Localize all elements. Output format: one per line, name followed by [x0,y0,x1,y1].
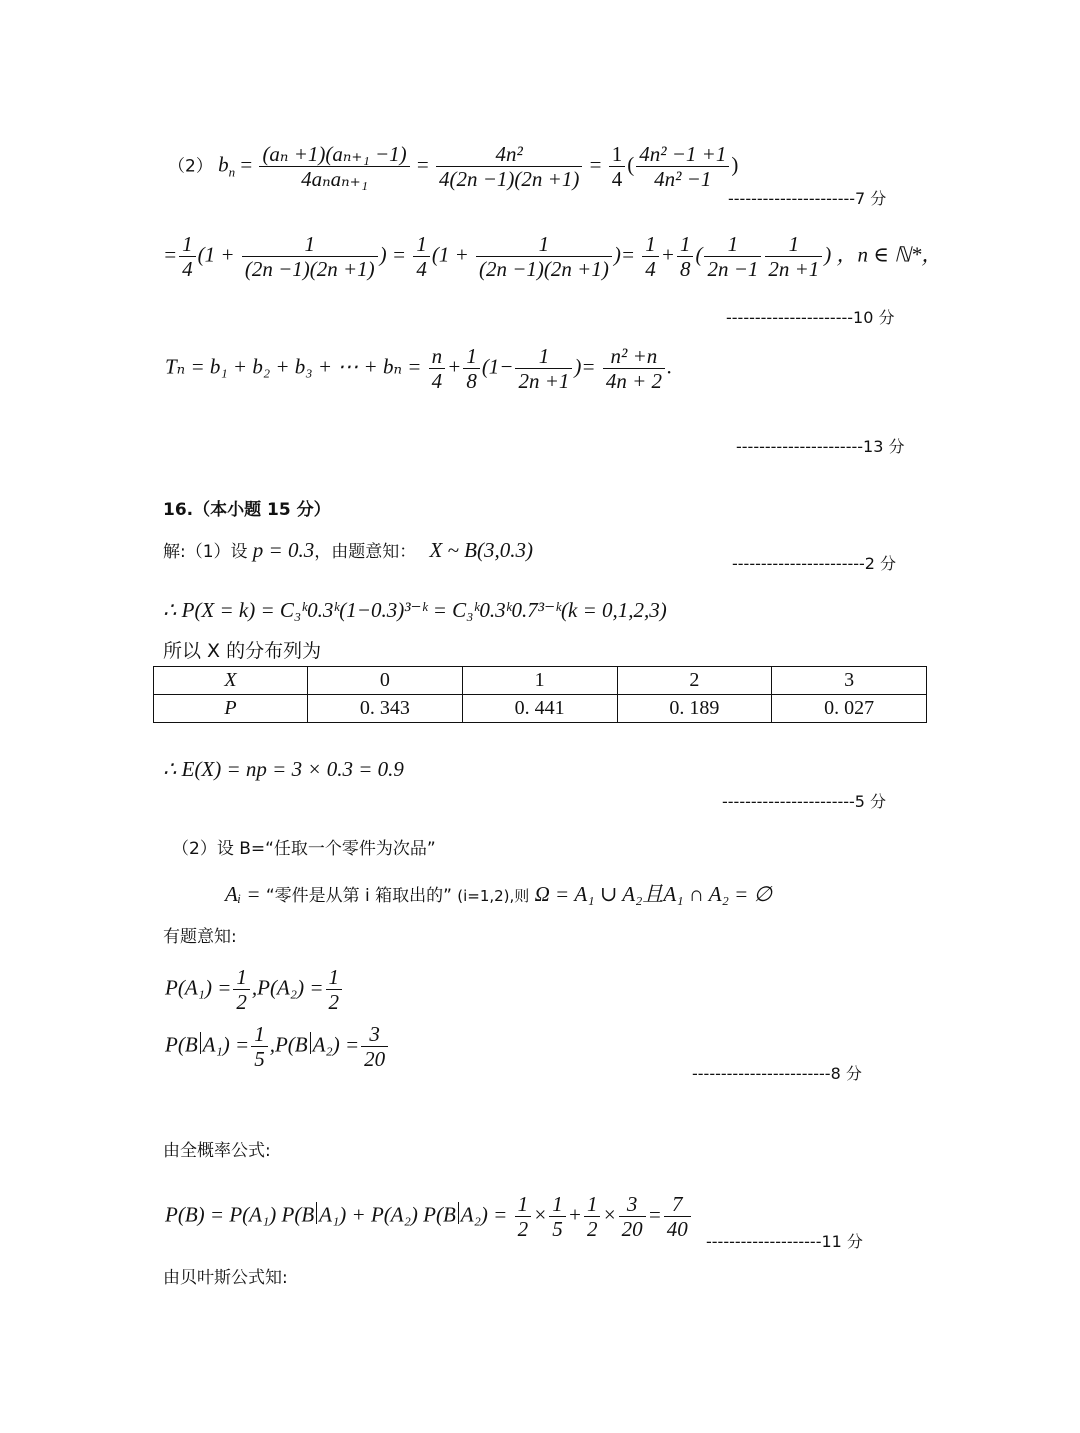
table-row: X 0 1 2 3 [154,667,927,695]
fraction: $\frac{1}{2}$ [326,965,343,1014]
fraction: $\frac{1}{8}$ [463,344,480,393]
fraction: $\frac{3}{20}$ [361,1022,388,1071]
score-5: -----------------------5 分 [722,792,887,811]
fraction: $\frac{1}{2n +1}$ [765,232,822,281]
fraction: $\frac{1}{(2n -1)(2n +1)}$ [476,232,612,281]
bn-tail: ，n ∈ ℕ*， [836,242,943,267]
fraction: $\frac{1}{4}$ [179,232,196,281]
fraction: $\frac{1}{8}$ [677,232,694,281]
fraction: $\frac{\text{4n²}}{4(2n -1)(2n +1)}$ [436,142,582,191]
total-probability-formula: P(B) = P(A₁) P(B A₁) + P(A₂) P(B A₂) = $\frac{1}{2}$ × $\frac{1}{5}$ + $\frac{1}{2}$ × $\frac{3}{20}$ = $\frac{7}{40}$ [165,1192,693,1241]
condition-bar [310,1032,311,1054]
fraction: $\frac{1}{4}$ [413,232,430,281]
fraction: $\frac{n}{4}$ [429,344,446,393]
fraction: $\frac{\text{4n² −1 +1}}{\text{4n² −1}}$ [636,142,729,191]
condition-bar [458,1202,459,1224]
condition-bar [200,1032,201,1054]
p-equation: p = 0.3 [252,538,315,562]
score-13: ----------------------13 分 [736,437,905,456]
fraction: $\frac{1}{4}$ [642,232,659,281]
fraction: $\frac{7}{40}$ [664,1192,691,1241]
fraction: $\frac{1}{5}$ [251,1022,268,1071]
pmf-formula: ∴ P(X = k) = C₃ᵏ0.3ᵏ(1−0.3)³⁻ᵏ = C₃ᵏ0.3ᵏ0.7³⁻ᵏ(k = 0,1,2,3) [163,598,667,622]
fraction: $\frac{\text{n² +n}}{4n + 2}$ [603,344,665,393]
fraction: $\frac{1}{2}$ [515,1192,532,1241]
fraction: $\frac{\text{(aₙ +1)(aₙ₊₁ −1)}}{\text{4aₙaₙ₊₁}}$ [259,142,409,191]
score-10: ----------------------10 分 [726,308,895,327]
table-row: P 0. 343 0. 441 0. 189 0. 027 [154,695,927,723]
bn-line-1: （2） $b_n$ = $\frac{\text{(aₙ +1)(aₙ₊₁ −1)}}{\text{4aₙaₙ₊₁}}$ = $\frac{\text{4n²}}{4(2n -1)(2n +1)}$ = $\frac{1}{4}$ ( $\frac{\text{4n² −1 +1}}{\text{4n² −1}}$ ) [168,142,739,192]
condition-bar [316,1202,317,1224]
tn-lhs: Tₙ = b₁ + b₂ + b₃ + ⋯ + bₙ = [165,354,422,379]
pa-values: P(A₁) = $\frac{1}{2}$ ,P(A₂) = $\frac{1}{2}$ [165,965,344,1014]
score-8: ------------------------8 分 [692,1064,862,1083]
bn-lhs: b [218,152,229,177]
q16-solution-line: 解:（1）设 p = 0.3，由题意知： X ~ B(3,0.3) [163,538,533,562]
bayes-label: 由贝叶斯公式知: [163,1268,288,1288]
fraction: $\frac{1}{2}$ [233,965,250,1014]
omega-partition: Ω = A₁ ∪ A₂且A₁ ∩ A₂ = ∅ [534,882,772,906]
part2-label: （2） [168,156,213,177]
fraction: $\frac{3}{20}$ [619,1192,646,1241]
pba-values: P(B A₁) = $\frac{1}{5}$ ,P(B A₂) = $\frac{3}{20}$ [165,1022,390,1071]
distribution-table [153,666,927,723]
ai-definition: Aᵢ = “零件是从第 i 箱取出的” (i=1,2),则 Ω = A₁ ∪ A₂且A₁ ∩ A₂ = ∅ [225,882,772,906]
tn-line: Tₙ = b₁ + b₂ + b₃ + ⋯ + bₙ = $\frac{n}{4}$ + $\frac{1}{8}$ (1− $\frac{1}{2n +1}$ )= $\frac{\text{n² +n}}{4n + 2}$ . [165,344,673,394]
q16-title: 16.（本小题 15 分） [163,500,331,520]
score-11: --------------------11 分 [706,1232,863,1251]
distribution-label: 所以 X 的分布列为 [163,640,322,662]
fraction: $\frac{1}{4}$ [609,142,626,191]
fraction: $\frac{1}{2}$ [584,1192,601,1241]
score-7: ----------------------7 分 [728,189,887,208]
fraction: $\frac{1}{(2n -1)(2n +1)}$ [242,232,378,281]
bn-line-2: = $\frac{1}{4}$ (1 + $\frac{1}{(2n -1)(2n +1)}$ ) = $\frac{1}{4}$ (1 + $\frac{1}{(2n -1)(2n +1)}$ )= $\frac{1}{4}$ + $\frac{1}{8}$ ( $\frac{1}{2n -1}$ $\frac{1}{2n +1}$ ) ，n ∈ ℕ*， [163,232,943,282]
score-2: -----------------------2 分 [732,554,897,573]
known-label: 有题意知: [163,927,237,947]
fraction: $\frac{1}{5}$ [549,1192,566,1241]
fraction: $\frac{1}{2n -1}$ [704,232,761,281]
part2-definition: （2）设 B=“任取一个零件为次品” [172,839,436,859]
total-probability-label: 由全概率公式: [163,1141,271,1161]
expectation: ∴ E(X) = np = 3 × 0.3 = 0.9 [163,757,404,781]
fraction: $\frac{1}{2n +1}$ [515,344,572,393]
binomial-distribution: X ~ B(3,0.3) [429,538,533,562]
